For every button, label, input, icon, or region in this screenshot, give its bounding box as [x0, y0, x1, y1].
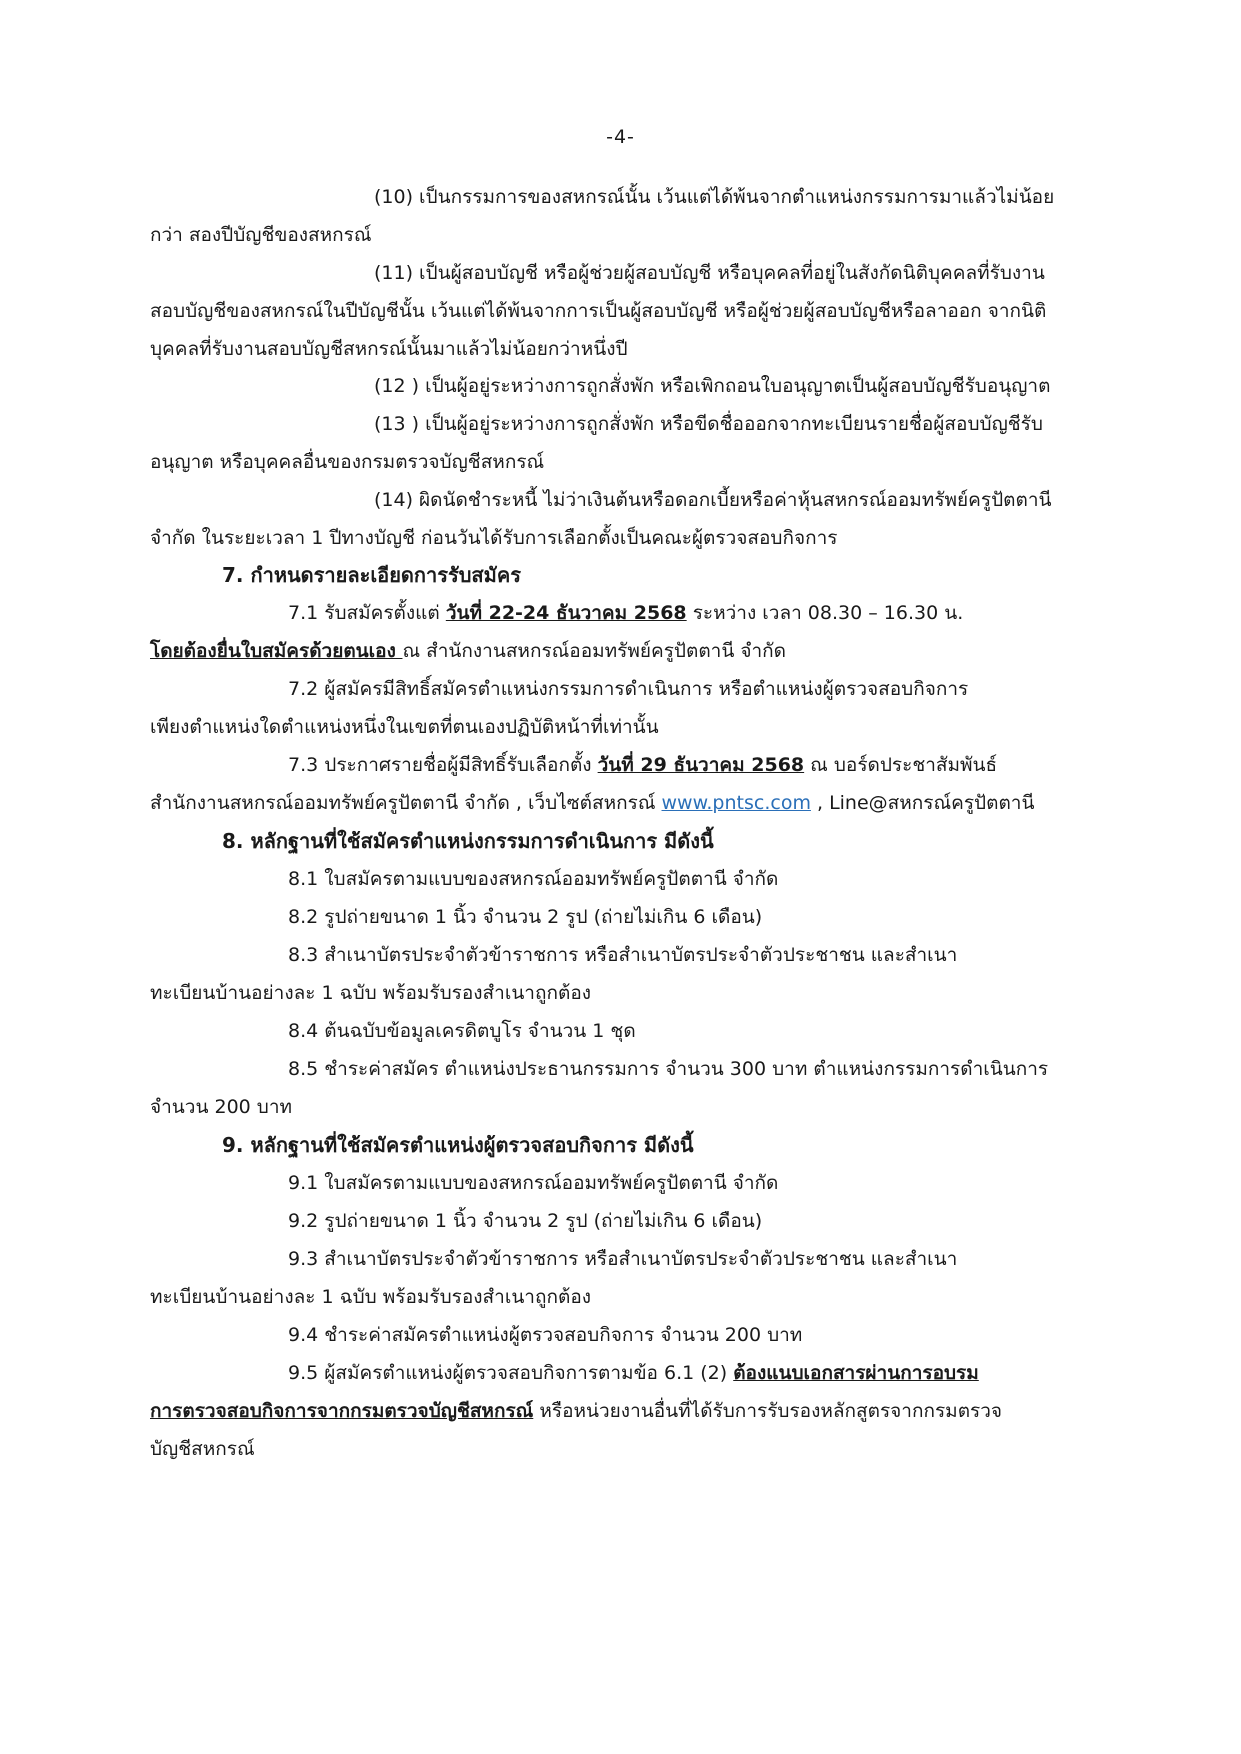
item-7-3-suffix: ณ บอร์ดประชาสัมพันธ์: [804, 754, 998, 776]
clause-10-line-2: กว่า สองปีบัญชีของสหกรณ์: [150, 224, 372, 246]
website-link[interactable]: www.pntsc.com: [661, 792, 811, 814]
item-9-4: 9.4 ชำระค่าสมัครตำแหน่งผู้ตรวจสอบกิจการ จำนวน 200 บาท: [288, 1324, 803, 1346]
page-number: -4-: [606, 126, 635, 148]
item-7-1-line-2: [150, 638, 786, 664]
section-8-heading: 8. หลักฐานที่ใช้สมัครตำแหน่งกรรมการดำเนินการ มีดังนี้: [222, 829, 714, 853]
training-requirement: ต้องแนบเอกสารผ่านการอบรม: [733, 1362, 979, 1384]
item-8-5-line-1: 8.5 ชำระค่าสมัคร ตำแหน่งประธานกรรมการ จำนวน 300 บาท ตำแหน่งกรรมการดำเนินการ: [288, 1058, 1049, 1080]
announcement-date: วันที่ 29 ธันวาคม 2568: [597, 754, 805, 776]
in-person-notice: โดยต้องยื่นใบสมัครด้วยตนเอง: [150, 640, 403, 662]
item-7-3-prefix: 7.3 ประกาศรายชื่อผู้มีสิทธิ์รับเลือกตั้ง: [288, 754, 598, 776]
item-9-3-line-2: ทะเบียนบ้านอย่างละ 1 ฉบับ พร้อมรับรองสำเนาถูกต้อง: [150, 1286, 592, 1308]
clause-11-line-2: สอบบัญชีของสหกรณ์ในปีบัญชีนั้น เว้นแต่ได้พ้นจากการเป็นผู้สอบบัญชี หรือผู้ช่วยผู้สอบบัญชีหรือลาออก จากนิติ: [150, 300, 1047, 322]
item-8-5-line-2: จำนวน 200 บาท: [150, 1096, 293, 1118]
office-location: ณ สำนักงานสหกรณ์ออมทรัพย์ครูปัตตานี จำกัด: [402, 640, 787, 662]
item-9-5: [288, 1360, 979, 1386]
item-7-2-line-2: เพียงตำแหน่งใดตำแหน่งหนึ่งในเขตที่ตนเองปฏิบัติหน้าที่เท่านั้น: [150, 716, 659, 738]
section-9-heading: 9. หลักฐานที่ใช้สมัครตำแหน่งผู้ตรวจสอบกิจการ มีดังนี้: [222, 1133, 694, 1157]
item-7-1-suffix: ระหว่าง เวลา 08.30 – 16.30 น.: [686, 602, 964, 624]
item-9-5-alternative: หรือหน่วยงานอื่นที่ได้รับการรับรองหลักสูตรจากกรมตรวจ: [533, 1400, 1003, 1422]
item-9-5-line-2: [150, 1398, 1002, 1424]
item-7-3-line-2: [150, 790, 1034, 816]
application-date: วันที่ 22-24 ธันวาคม 2568: [445, 602, 687, 624]
item-9-5-prefix: 9.5 ผู้สมัครตำแหน่งผู้ตรวจสอบกิจการตามข้อ 6.1 (2): [288, 1362, 734, 1384]
item-8-2: 8.2 รูปถ่ายขนาด 1 นิ้ว จำนวน 2 รูป (ถ่ายไม่เกิน 6 เดือน): [288, 906, 763, 928]
line-account: , Line@สหกรณ์ครูปัตตานี: [810, 792, 1035, 814]
section-7-heading: 7. กำหนดรายละเอียดการรับสมัคร: [222, 563, 521, 587]
item-8-3-line-2: ทะเบียนบ้านอย่างละ 1 ฉบับ พร้อมรับรองสำเนาถูกต้อง: [150, 982, 592, 1004]
clause-14-line-2: จำกัด ในระยะเวลา 1 ปีทางบัญชี ก่อนวันได้รับการเลือกตั้งเป็นคณะผู้ตรวจสอบกิจการ: [150, 527, 838, 549]
clause-11-line-3: บุคคลที่รับงานสอบบัญชีสหกรณ์นั้นมาแล้วไม่น้อยกว่าหนึ่งปี: [150, 338, 628, 360]
item-8-3-line-1: 8.3 สำเนาบัตรประจำตัวข้าราชการ หรือสำเนาบัตรประจำตัวประชาชน และสำเนา: [288, 944, 958, 966]
item-7-1: [288, 600, 963, 626]
item-8-1: 8.1 ใบสมัครตามแบบของสหกรณ์ออมทรัพย์ครูปัตตานี จำกัด: [288, 868, 779, 890]
clause-11-line-1: (11) เป็นผู้สอบบัญชี หรือผู้ช่วยผู้สอบบัญชี หรือบุคคลที่อยู่ในสังกัดนิติบุคคลที่รับงาน: [374, 262, 1045, 284]
clause-12: (12 ) เป็นผู้อยู่ระหว่างการถูกสั่งพัก หรือเพิกถอนใบอนุญาตเป็นผู้สอบบัญชีรับอนุญาต: [374, 375, 1051, 397]
item-9-2: 9.2 รูปถ่ายขนาด 1 นิ้ว จำนวน 2 รูป (ถ่ายไม่เกิน 6 เดือน): [288, 1210, 763, 1232]
item-7-3-channels: สำนักงานสหกรณ์ออมทรัพย์ครูปัตตานี จำกัด , เว็บไซต์สหกรณ์: [150, 792, 662, 814]
item-8-4: 8.4 ต้นฉบับข้อมูลเครดิตบูโร จำนวน 1 ชุด: [288, 1020, 636, 1042]
clause-14-line-1: (14) ผิดนัดชำระหนี้ ไม่ว่าเงินต้นหรือดอกเบี้ยหรือค่าหุ้นสหกรณ์ออมทรัพย์ครูปัตตานี: [374, 489, 1052, 511]
training-source: การตรวจสอบกิจการจากกรมตรวจบัญชีสหกรณ์: [150, 1400, 534, 1422]
item-9-1: 9.1 ใบสมัครตามแบบของสหกรณ์ออมทรัพย์ครูปัตตานี จำกัด: [288, 1172, 779, 1194]
item-7-3: [288, 752, 997, 778]
item-9-3-line-1: 9.3 สำเนาบัตรประจำตัวข้าราชการ หรือสำเนาบัตรประจำตัวประชาชน และสำเนา: [288, 1248, 958, 1270]
clause-13-line-2: อนุญาต หรือบุคคลอื่นของกรมตรวจบัญชีสหกรณ์: [150, 451, 545, 473]
clause-13-line-1: (13 ) เป็นผู้อยู่ระหว่างการถูกสั่งพัก หรือขีดชื่อออกจากทะเบียนรายชื่อผู้สอบบัญชีรับ: [374, 413, 1043, 435]
clause-10-line-1: (10) เป็นกรรมการของสหกรณ์นั้น เว้นแต่ได้พ้นจากตำแหน่งกรรมการมาแล้วไม่น้อย: [374, 186, 1055, 208]
item-7-2-line-1: 7.2 ผู้สมัครมีสิทธิ์สมัครตำแหน่งกรรมการดำเนินการ หรือตำแหน่งผู้ตรวจสอบกิจการ: [288, 678, 969, 700]
item-9-5-line-3: บัญชีสหกรณ์: [150, 1438, 255, 1460]
item-7-1-prefix: 7.1 รับสมัครตั้งแต่: [288, 602, 446, 624]
